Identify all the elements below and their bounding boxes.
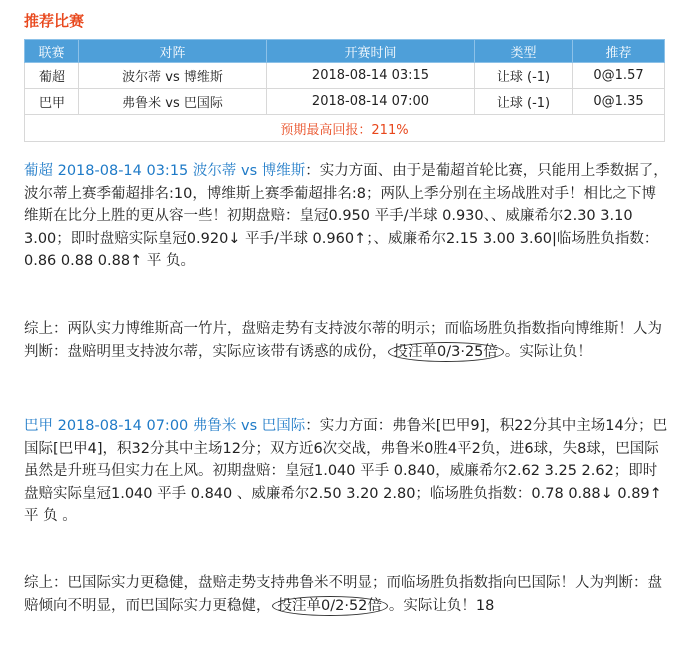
table-footer-row xyxy=(25,115,665,142)
expected-return: 预期最高回报：211% xyxy=(25,115,665,142)
cell-type: 让球 (-1) xyxy=(475,89,573,115)
summary-paragraph-2 xyxy=(24,572,669,617)
analysis-paragraph-1 xyxy=(24,160,669,273)
col-header-pick: 推荐 xyxy=(573,40,665,63)
analysis-paragraph-2 xyxy=(24,415,669,528)
summary-text: 综上：巴国际实力更稳健，盘赔走势支持弗鲁米不明显；而临场胜负指数指向巴国际！人为判断：盘赔倾向不明显，而巴国际实力更稳健， xyxy=(24,575,662,614)
recommendation-table xyxy=(24,39,665,142)
table-header-row xyxy=(25,40,665,63)
table-row xyxy=(25,63,665,89)
analysis-text: ：实力方面：弗鲁米[巴甲9]，积22分其中主场14分；巴国际[巴甲4]，积32分其中主场12分；双方近6次交战，弗鲁米0胜4平2负，进6球，失8球，巴国际虽然是升班马但实力在上风。初期盘赔：皇冠1.040 平手 0.840，威廉希尔2.62 3.25 2.62；即时盘赔实际皇冠1.040 平手 0.840 、威廉希尔2.50 3.20 2.80；临场胜负指数：0.78 0.88↓ 0.89↑ 平 负 。 xyxy=(24,418,668,524)
cell-type: 让球 (-1) xyxy=(475,63,573,89)
summary-text-end: 。实际让负！ xyxy=(504,343,592,360)
match-heading: 巴甲 2018-08-14 07:00 弗鲁米 vs 巴国际 xyxy=(24,418,306,434)
col-header-time: 开赛时间 xyxy=(267,40,475,63)
table-row xyxy=(25,89,665,115)
col-header-match: 对阵 xyxy=(79,40,267,63)
col-header-league: 联赛 xyxy=(25,40,79,63)
circled-bet-note: 投注单0/2·52倍 xyxy=(272,596,388,616)
cell-match: 波尔蒂 vs 博维斯 xyxy=(79,63,267,89)
cell-league: 葡超 xyxy=(25,63,79,89)
cell-time: 2018-08-14 07:00 xyxy=(267,89,475,115)
section-title: 推荐比赛 xyxy=(24,12,85,30)
cell-match: 弗鲁米 vs 巴国际 xyxy=(79,89,267,115)
cell-pick: 0@1.57 xyxy=(573,63,665,89)
cell-time: 2018-08-14 03:15 xyxy=(267,63,475,89)
analysis-text: ：实力方面、由于是葡超首轮比赛，只能用上季数据了，波尔蒂上赛季葡超排名:10，博维斯上赛季葡超排名:8；两队上季分别在主场战胜对手！相比之下博维斯在比分上胜的更从容一些！初期盘赔：皇冠0.950 平手/半球 0.930、、威廉希尔2.30 3.10 3.00；即时盘赔实际皇冠0.920↓ 平手/半球 0.960↑；、威廉希尔2.15 3.00 3.60|临场胜负指数：0.86 0.88 0.88↑ 平 负。 xyxy=(24,163,668,269)
circled-bet-note: 投注单0/3·25倍 xyxy=(388,342,504,362)
cell-pick: 0@1.35 xyxy=(573,89,665,115)
summary-text-end: 。实际让负！18 xyxy=(388,597,495,614)
cell-league: 巴甲 xyxy=(25,89,79,115)
col-header-type: 类型 xyxy=(475,40,573,63)
match-heading: 葡超 2018-08-14 03:15 波尔蒂 vs 博维斯 xyxy=(24,163,306,179)
summary-text: 综上：两队实力博维斯高一竹片，盘赔走势有支持波尔蒂的明示；而临场胜负指数指向博维斯！人为判断：盘赔明里支持波尔蒂，实际应该带有诱惑的成份， xyxy=(24,321,662,360)
summary-paragraph-1 xyxy=(24,318,669,363)
